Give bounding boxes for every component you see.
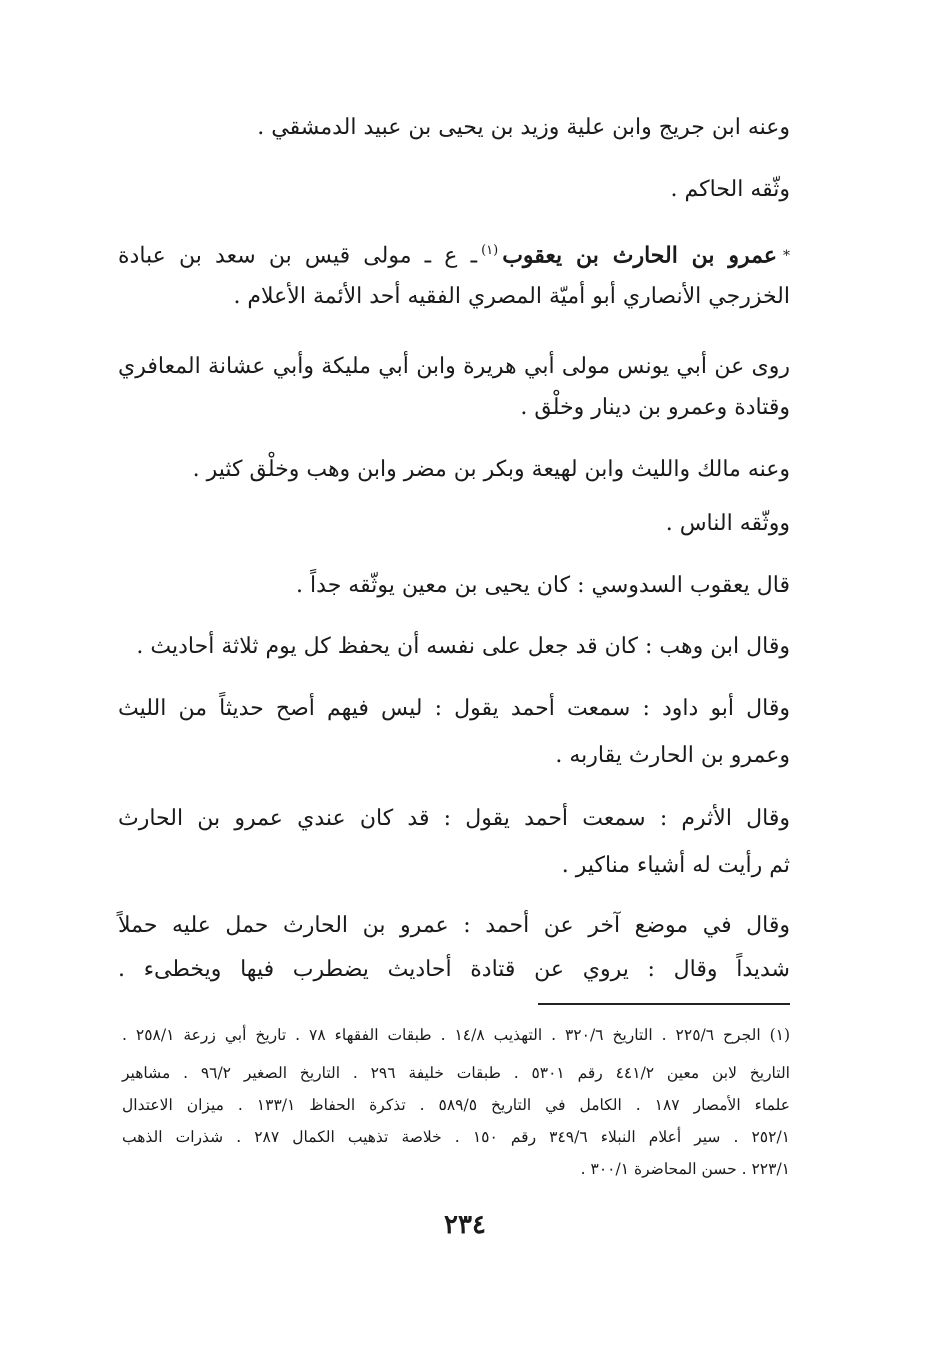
body-line-1: وعنه ابن جريج وابن علية وزيد بن يحيى بن عبيد الدمشقي . bbox=[257, 115, 790, 140]
footnote-line-4: ٢٥٢/١ . سير أعلام النبلاء ٣٤٩/٦ رقم ١٥٠ . خلاصة تذهيب الكمال ٢٨٧ . شذرات الذهب bbox=[122, 1128, 790, 1146]
body-line-15: وقال في موضع آخر عن أحمد : عمرو بن الحارث حمل عليه حملاً bbox=[118, 913, 790, 938]
footnote-line-3: علماء الأمصار ١٨٧ . الكامل في التاريخ ٥٨٩/٥ . تذكرة الحفاظ ١٣٣/١ . ميزان الاعتدال bbox=[122, 1096, 790, 1114]
page-number: ٢٣٤ bbox=[444, 1210, 486, 1240]
body-line-14: ثم رأيت له أشياء مناكير . bbox=[561, 853, 790, 878]
body-line-7: وعنه مالك والليث وابن لهيعة وبكر بن مضر وابن وهب وخلْق كثير . bbox=[192, 457, 790, 482]
footnote-line-5: ٢٢٣/١ . حسن المحاضرة ٣٠٠/١ . bbox=[580, 1160, 790, 1178]
body-line-2: وثّقه الحاكم . bbox=[670, 177, 790, 202]
entry-heading-line bbox=[118, 236, 790, 271]
body-line-9: قال يعقوب السدوسي : كان يحيى بن معين يوثّقه جداً . bbox=[296, 573, 790, 598]
entry-description: ـ ع ـ مولى قيس بن سعد بن عبادة bbox=[118, 243, 478, 269]
body-line-5: روى عن أبي يونس مولى أبي هريرة وابن أبي مليكة وأبي عشانة المعافري bbox=[118, 354, 790, 379]
entry-name: عمرو بن الحارث بن يعقوب bbox=[502, 242, 777, 269]
entry-star-marker: * bbox=[783, 248, 790, 265]
body-line-8: ووثّقه الناس . bbox=[665, 511, 790, 536]
body-line-4: الخزرجي الأنصاري أبو أميّة المصري الفقيه أحد الأئمة الأعلام . bbox=[233, 284, 790, 309]
body-line-12: وعمرو بن الحارث يقاربه . bbox=[555, 743, 790, 768]
body-line-6: وقتادة وعمرو بن دينار وخلْق . bbox=[520, 395, 790, 420]
body-line-10: وقال ابن وهب : كان قد جعل على نفسه أن يحفظ كل يوم ثلاثة أحاديث . bbox=[136, 634, 790, 659]
footnote-line-2: التاريخ لابن معين ٤٤١/٢ رقم ٥٣٠١ . طبقات خليفة ٢٩٦ . التاريخ الصغير ٩٦/٢ . مشاهير bbox=[122, 1064, 790, 1082]
footnote-line-1: (١) الجرح ٢٢٥/٦ . التاريخ ٣٢٠/٦ . التهذيب ١٤/٨ . طبقات الفقهاء ٧٨ . تاريخ أبي زرعة ٢٥٨/١ . bbox=[122, 1026, 791, 1044]
body-line-11: وقال أبو داود : سمعت أحمد يقول : ليس فيهم أصح حديثاً من الليث bbox=[118, 696, 790, 721]
body-line-16: شديداً وقال : يروي عن قتادة أحاديث يضطرب فيها ويخطىء . bbox=[118, 957, 790, 982]
footnote-reference: (١) bbox=[481, 243, 499, 258]
footnote-separator bbox=[538, 1003, 790, 1005]
body-line-13: وقال الأثرم : سمعت أحمد يقول : قد كان عندي عمرو بن الحارث bbox=[118, 806, 790, 831]
